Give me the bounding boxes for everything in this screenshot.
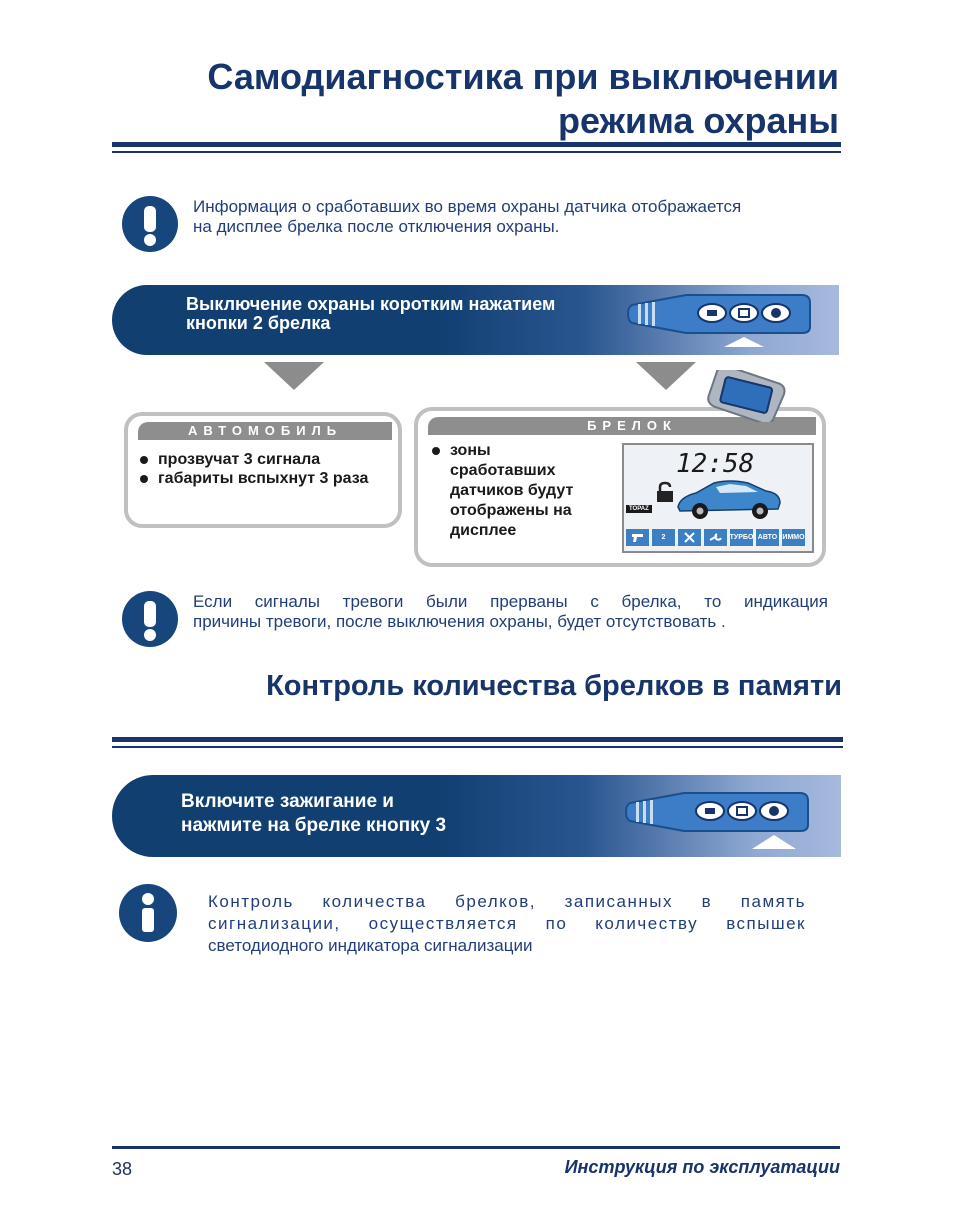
note-1-line1: Информация о сработавших во время охраны датчика отображается <box>193 197 742 216</box>
exclamation-icon <box>122 196 178 252</box>
lcd-immo-icon: ИММО <box>782 529 805 546</box>
page-number: 38 <box>112 1159 133 1179</box>
section-title-fob-count: Контроль количества брелков в памяти <box>266 670 842 702</box>
lcd-lock-2-icon: 2 <box>652 529 675 546</box>
lcd-icon-row <box>626 529 805 546</box>
fob-result-item <box>428 441 573 541</box>
fob-result-box <box>414 407 826 567</box>
car-result-list <box>128 450 398 488</box>
wrench-icon <box>709 532 723 543</box>
banner-ignition-text <box>181 790 446 838</box>
fob-box-heading: БРЕЛОК <box>428 417 816 435</box>
banner-disarm-line2: кнопки 2 брелка <box>186 313 331 333</box>
car-icon <box>674 475 784 521</box>
car-box-heading: АВТОМОБИЛЬ <box>138 422 392 440</box>
banner-ignition-line1: Включите зажигание и <box>181 791 394 812</box>
lcd-turbo-icon: ТУРБО <box>730 529 753 546</box>
note-2-line1: Если сигналы тревоги были прерваны с брелка, то индикация <box>193 592 828 611</box>
arrow-down-fob <box>636 362 696 390</box>
fob-result-line: датчиков будут <box>450 482 574 499</box>
info-line2: сигнализации, осуществляется по количеству вспышек <box>208 914 806 933</box>
warning-icon-2 <box>122 591 178 647</box>
info-text <box>208 891 806 957</box>
page-title-line1: Самодиагностика при выключении <box>207 56 839 97</box>
arrow-down-car <box>264 362 324 390</box>
fob-picture <box>706 370 786 427</box>
cross-icon <box>683 532 696 543</box>
key-fob-icon <box>624 789 810 849</box>
fob-display-icon <box>706 370 786 422</box>
warning-icon-1 <box>122 196 178 252</box>
gun-icon <box>631 532 644 543</box>
car-result-box <box>124 412 402 528</box>
fob-button-1 <box>696 802 724 820</box>
note-2-text <box>193 592 828 632</box>
fob-result-line: сработавших <box>450 462 556 479</box>
note-2-line2: причины тревоги, после выключения охраны, будет отсутствовать . <box>193 612 726 631</box>
info-line3: светодиодного индикатора сигнализации <box>208 936 533 955</box>
lcd-auto-icon: АВТО <box>756 529 779 546</box>
note-1-text <box>193 197 833 237</box>
section-rule-thin <box>112 746 843 748</box>
title-rule-thin <box>112 151 841 153</box>
page-title <box>207 55 839 143</box>
page-title-line2: режима охраны <box>558 100 839 141</box>
lock-icon <box>654 481 676 503</box>
car-result-item: прозвучат 3 сигнала <box>136 450 398 469</box>
banner-ignition-line2: нажмите на брелке кнопку 3 <box>181 815 447 836</box>
footer-doc-title: Инструкция по эксплуатации <box>564 1157 840 1177</box>
fob-lcd-display <box>622 443 814 553</box>
banner-disarm-text <box>186 295 555 333</box>
fob-button-2 <box>730 304 758 322</box>
section-rule-thick <box>112 737 843 742</box>
fob-result-line: отображены на <box>450 502 572 519</box>
key-fob-image-1 <box>626 291 812 352</box>
lcd-zone-icon <box>678 529 701 546</box>
lcd-time: 12:58 <box>676 449 755 479</box>
info-icon <box>119 884 177 942</box>
fob-button-2 <box>728 802 756 820</box>
info-line1: Контроль количества брелков, записанных в память <box>208 892 806 911</box>
note-1-line2: на дисплее брелка после отключения охраны. <box>193 217 560 236</box>
exclamation-icon <box>122 591 178 647</box>
banner-disarm-line1: Выключение охраны коротким нажатием <box>186 294 556 314</box>
fob-result-line: зоны <box>450 442 491 459</box>
fob-result-line: дисплее <box>450 522 517 539</box>
key-fob-icon <box>626 291 812 347</box>
fob-button-3 <box>760 802 788 820</box>
lcd-brand-label <box>626 505 652 513</box>
lcd-brand-text: TOPAZ <box>629 506 649 512</box>
info-icon-wrap <box>119 884 177 942</box>
car-result-item: габариты вспыхнут 3 раза <box>136 469 398 488</box>
title-rule-thick <box>112 142 841 147</box>
footer-rule <box>112 1146 840 1149</box>
lcd-wrench-icon <box>704 529 727 546</box>
key-fob-image-2 <box>624 789 810 854</box>
fob-result-list <box>428 441 573 541</box>
fob-button-1 <box>698 304 726 322</box>
fob-button-3 <box>762 304 790 322</box>
lcd-sensor-icon <box>626 529 649 546</box>
